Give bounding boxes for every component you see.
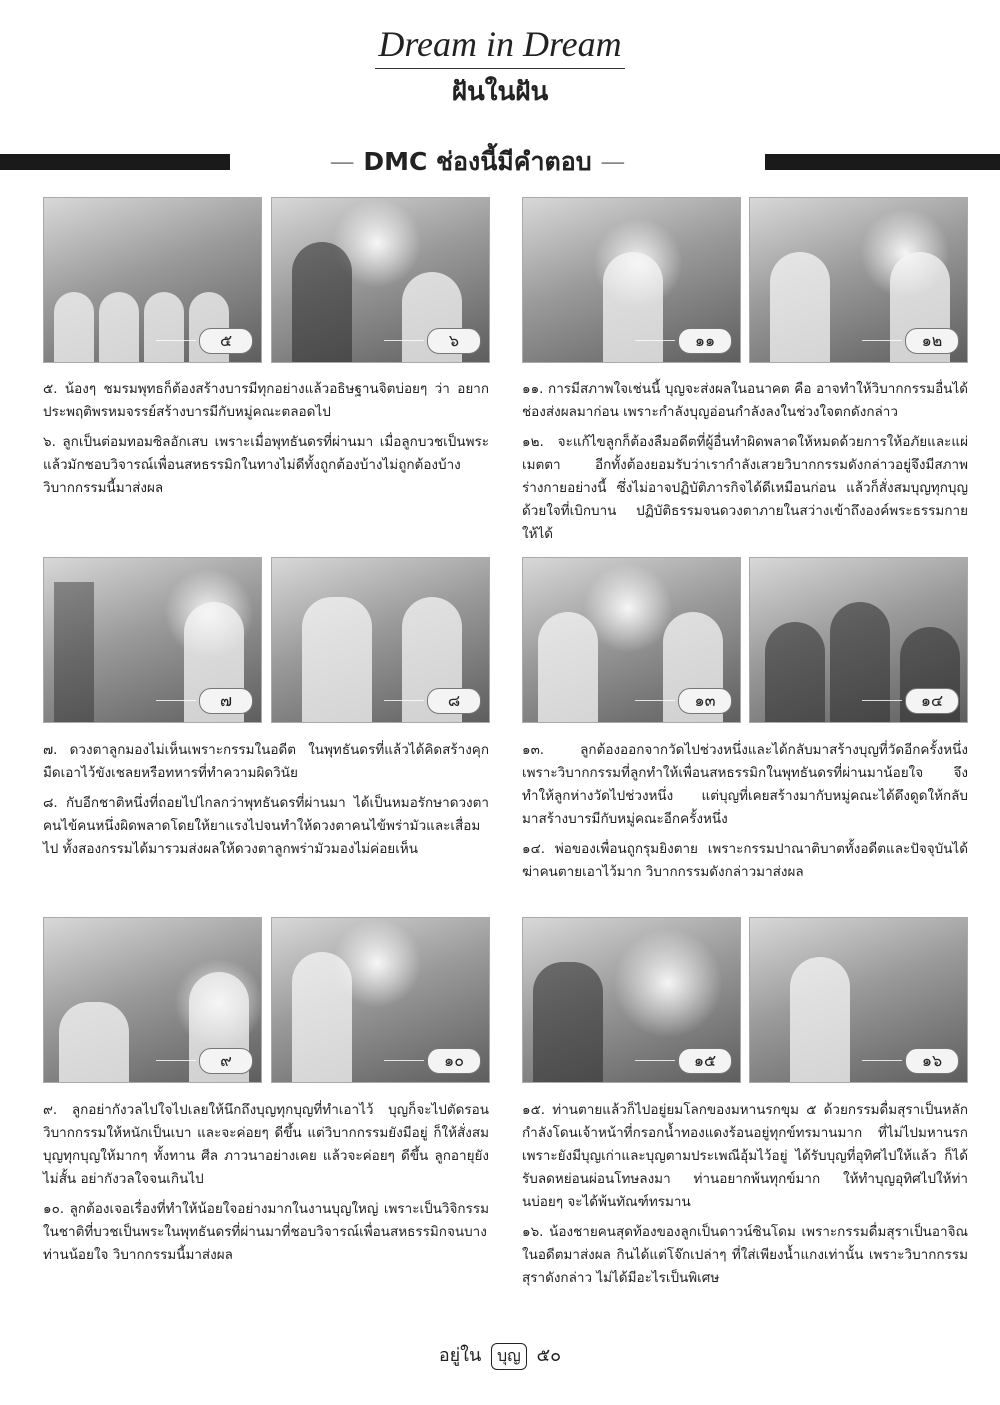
answer-16: ๑๖. น้องชายคนสุดท้องของลูกเป็นดาวน์ซินโดม เพราะกรรมดื่มสุราเป็นอาจิณในอดีตมาส่งผล กินได้แต่โจ๊กเปล่าๆ ที่ใส่เพียงน้ำแกงเท่านั้น เพราะวิบากกรรมสุราดังกล่าว ไม่ได้มีอะไรเป็นพิเศษ: [522, 1224, 968, 1286]
photo-number: ๘: [427, 688, 481, 714]
answer-12: ๑๒. จะแก้ไขลูกก็ต้องลืมอดีตที่ผู้อื่นทำผิดพลาดให้หมดด้วยการให้อภัยและแผ่เมตตา อีกทั้งต้องยอมรับว่าเรากำลังเสวยวิบากกรรมดังกล่าวอยู่จึงมีสภาพร่างกายอย่างนี้ ซึ่งไม่อาจปฏิบัติภารกิจได้ดีเหมือนก่อน แล้วก็สั่งสมบุญทุกบุญด้วยใจที่เบิกบาน ปฏิบัติธรรมจนดวงตาภายในสว่างเข้าถึงองค์พระธรรมกายให้ได้: [522, 434, 968, 542]
photo-number: ๖: [427, 328, 481, 354]
photo-11: [522, 197, 741, 363]
photo-number: ๑๒: [905, 328, 959, 354]
photo-figure: [770, 252, 830, 362]
photo-14: [749, 557, 968, 723]
photo-figure: [292, 242, 352, 362]
photo-figure: [59, 1002, 129, 1082]
page-header: [0, 22, 1000, 109]
photo-5: [43, 197, 262, 363]
section-bar-left: [0, 154, 230, 170]
photo-figure: [603, 252, 663, 362]
section-bar-right: [765, 154, 1000, 170]
section-bar: [0, 142, 1000, 182]
photo-number: ๑๐: [427, 1048, 481, 1074]
photo-15: [522, 917, 741, 1083]
page-footer: [0, 1340, 1000, 1370]
photo-number: ๕: [199, 328, 253, 354]
photo-13: [522, 557, 741, 723]
answer-11: ๑๑. การมีสภาพใจเช่นนี้ บุญจะส่งผลในอนาคต คือ อาจทำให้วิบากกรรมอื่นได้ช่องส่งผลมาก่อน เพราะกำลังบุญอ่อนกำลังลงในช่วงใจตกดังกล่าว: [522, 381, 968, 420]
text-block-5-6: [43, 378, 489, 507]
photo-number: ๑๕: [678, 1048, 732, 1074]
photo-figure: [302, 597, 372, 722]
photo-number: ๑๔: [905, 688, 959, 714]
text-block-15-16: [522, 1099, 968, 1297]
title-thai: ฝันในฝัน: [451, 77, 549, 107]
answer-13: ๑๓. ลูกต้องออกจากวัดไปช่วงหนึ่งและได้กลับมาสร้างบุญที่วัดอีกครั้งหนึ่ง เพราะวิบากกรรมที่ลูกทำให้เพื่อนสหธรรมิกในพุทธันดรที่ผ่านมาน้อยใจ จึงทำให้ลูกห่างวัดไปช่วงหนึ่ง แต่บุญที่เคยสร้างมากับหมู่คณะได้ดึงดูดให้กลับมาสร้างบารมีกับหมู่คณะอีกครั้งหนึ่ง: [522, 742, 968, 827]
photo-figure: [54, 582, 94, 722]
answer-10: ๑๐. ลูกต้องเจอเรื่องที่ทำให้น้อยใจอย่างมากในงานบุญใหญ่ เพราะเป็นวิจิกรรมในชาติที่บวชเป็นพระในพุทธันดรที่ผ่านมาที่ชอบวิจารณ์เพื่อนสหธรรมิกจนบางท่านน้อยใจ วิบากกรรมนี้มาส่งผล: [43, 1201, 489, 1263]
answer-8: ๘. กับอีกชาติหนึ่งที่ถอยไปไกลกว่าพุทธันดรที่ผ่านมา ได้เป็นหมอรักษาดวงตาคนไข้คนหนึ่งผิดพลาดโดยให้ยาแรงไปจนทำให้ดวงตาคนไข้พร่ามัวและเสื่อมไป ทั้งสองกรรมได้มารวมส่งผลให้ดวงตาลูกพร่ามัวมองไม่ค่อยเห็น: [43, 795, 489, 857]
section-title: [315, 142, 640, 182]
photo-8: [271, 557, 490, 723]
answer-15: ๑๕. ท่านตายแล้วก็ไปอยู่ยมโลกของมหานรกขุม ๕ ด้วยกรรมดื่มสุราเป็นหลัก กำลังโดนเจ้าหน้าที่กรอกน้ำทองแดงร้อนอยู่ทุกข์ทรมานมาก ที่ไม่ไปมหานรก เพราะยังมีบุญเก่าและบุญตามประเพณีอุ้มไว้อยู่ ได้รับบุญที่อุทิศไปให้แล้ว ก็ได้รับลดหย่อนผ่อนโทษลงมา ท่านอยากพ้นทุกข์มาก ให้ทำบุญอุทิศไปให้ท่านบ่อยๆ จะได้พ้นทัณฑ์ทรมาน: [522, 1102, 968, 1210]
answer-6: ๖. ลูกเป็นต่อมทอมซิลอักเสบ เพราะเมื่อพุทธันดรที่ผ่านมา เมื่อลูกบวชเป็นพระแล้วมักชอบวิจารณ์เพื่อนสหธรรมิกในทางไม่ดีทั้งถูกต้องบ้างไม่ถูกต้องบ้าง วิบากกรรมนี้มาส่งผล: [43, 434, 489, 496]
photo-10: [271, 917, 490, 1083]
title-english: Dream in Dream: [378, 24, 622, 64]
answer-9: ๙. ลูกอย่ากังวลไปใจไปเลยให้นึกถึงบุญทุกบุญที่ทำเอาไว้ บุญก็จะไปตัดรอนวิบากกรรมให้หนักเป็นเบา และจะค่อยๆ ดีขึ้น แต่วิบากกรรมยังมีอยู่ ก็ให้สั่งสมบุญทุกบุญให้มากๆ ทั้งทาน ศีล ภาวนาอย่างเคย แล้วจะค่อยๆ ดีขึ้น ลูกอายุยังไม่สั้น อย่ากังวลใจจนเกินไป: [43, 1102, 489, 1187]
footer-brand-left: อยู่ใน: [438, 1345, 482, 1366]
answer-5: ๕. น้องๆ ชมรมพุทธก็ต้องสร้างบารมีทุกอย่างแล้วอธิษฐานจิตบ่อยๆ ว่า อยากประพฤติพรหมจรรย์สร้างบารมีกับหมู่คณะตลอดไป: [43, 381, 489, 420]
photo-6: [271, 197, 490, 363]
photo-figure: [538, 612, 598, 722]
text-block-7-8: [43, 739, 489, 868]
photo-figure: [99, 292, 139, 362]
section-title-text: DMC ช่องนี้มีคำตอบ: [363, 147, 592, 176]
photo-figure: [533, 962, 603, 1082]
answer-14: ๑๔. พ่อของเพื่อนถูกรุมยิงตาย เพราะกรรมปาณาติบาตทั้งอดีตและปัจจุบันได้ฆ่าคนตายเอาไว้มาก วิบากกรรมดังกล่าวมาส่งผล: [522, 841, 968, 880]
photo-number: ๑๓: [678, 688, 732, 714]
title-underline: [375, 68, 625, 69]
photo-12: [749, 197, 968, 363]
title-dash-left: —: [329, 147, 355, 176]
footer-brand-box: บุญ: [491, 1343, 527, 1370]
page-number: ๕๐: [536, 1345, 562, 1366]
photo-figure: [144, 292, 184, 362]
photo-number: ๑๑: [678, 328, 732, 354]
photo-number: ๗: [199, 688, 253, 714]
photo-figure: [765, 622, 825, 722]
photo-16: [749, 917, 968, 1083]
photo-figure: [830, 602, 890, 722]
photo-glow: [613, 928, 723, 1038]
photo-figure: [790, 957, 850, 1082]
photo-number: ๙: [199, 1048, 253, 1074]
photo-9: [43, 917, 262, 1083]
photo-figure: [54, 292, 94, 362]
text-block-13-14: [522, 739, 968, 891]
text-block-11-12: [522, 378, 968, 553]
answer-7: ๗. ดวงตาลูกมองไม่เห็นเพราะกรรมในอดีต ในพุทธันดรที่แล้วได้คิดสร้างคุกมืดเอาไว้ขังเชลยหรือทหารที่ทำความผิดวินัย: [43, 742, 489, 781]
photo-7: [43, 557, 262, 723]
text-block-9-10: [43, 1099, 489, 1274]
photo-figure: [292, 952, 352, 1082]
photo-number: ๑๖: [905, 1048, 959, 1074]
title-dash-right: —: [600, 147, 626, 176]
